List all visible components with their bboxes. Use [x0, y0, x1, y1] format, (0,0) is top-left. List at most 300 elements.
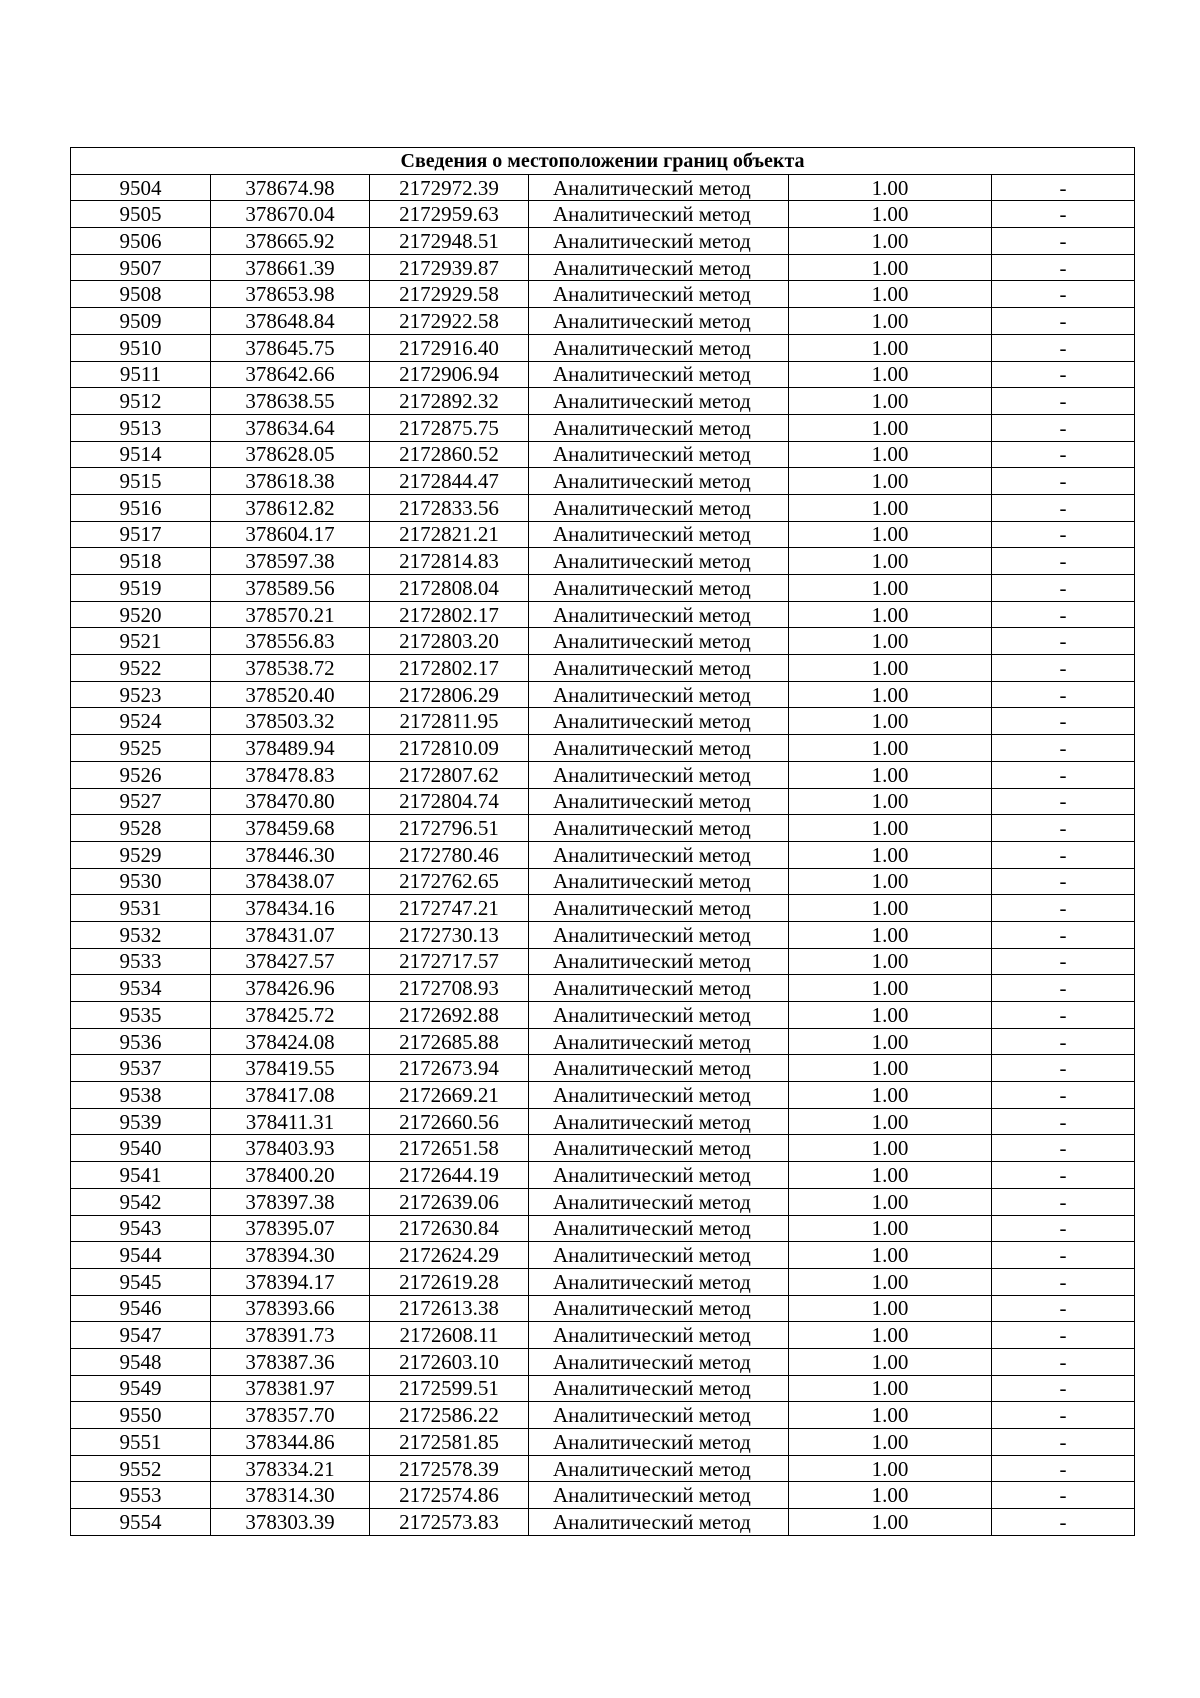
x-coordinate-cell: 378397.38	[211, 1188, 370, 1215]
accuracy-cell: 1.00	[789, 1162, 992, 1189]
note-cell: -	[992, 1455, 1135, 1482]
table-row	[71, 441, 1135, 468]
y-coordinate-cell: 2172959.63	[370, 201, 529, 228]
note-cell: -	[992, 681, 1135, 708]
table-row	[71, 1482, 1135, 1509]
table-row	[71, 815, 1135, 842]
note-cell: -	[992, 921, 1135, 948]
note-cell: -	[992, 628, 1135, 655]
table-title-row	[71, 148, 1135, 175]
method-cell: Аналитический метод	[529, 281, 789, 308]
note-cell: -	[992, 1295, 1135, 1322]
method-cell: Аналитический метод	[529, 841, 789, 868]
y-coordinate-cell: 2172574.86	[370, 1482, 529, 1509]
y-coordinate-cell: 2172844.47	[370, 468, 529, 495]
point-number-cell: 9541	[71, 1162, 211, 1189]
x-coordinate-cell: 378665.92	[211, 228, 370, 255]
note-cell: -	[992, 1242, 1135, 1269]
method-cell: Аналитический метод	[529, 1268, 789, 1295]
note-cell: -	[992, 1082, 1135, 1109]
point-number-cell: 9548	[71, 1348, 211, 1375]
x-coordinate-cell: 378645.75	[211, 334, 370, 361]
method-cell: Аналитический метод	[529, 628, 789, 655]
point-number-cell: 9547	[71, 1322, 211, 1349]
y-coordinate-cell: 2172624.29	[370, 1242, 529, 1269]
accuracy-cell: 1.00	[789, 414, 992, 441]
point-number-cell: 9518	[71, 548, 211, 575]
x-coordinate-cell: 378344.86	[211, 1429, 370, 1456]
y-coordinate-cell: 2172802.17	[370, 655, 529, 682]
note-cell: -	[992, 494, 1135, 521]
accuracy-cell: 1.00	[789, 815, 992, 842]
point-number-cell: 9509	[71, 308, 211, 335]
table-row	[71, 788, 1135, 815]
method-cell: Аналитический метод	[529, 174, 789, 201]
point-number-cell: 9539	[71, 1108, 211, 1135]
method-cell: Аналитический метод	[529, 788, 789, 815]
note-cell: -	[992, 1135, 1135, 1162]
point-number-cell: 9507	[71, 254, 211, 281]
y-coordinate-cell: 2172581.85	[370, 1429, 529, 1456]
method-cell: Аналитический метод	[529, 1509, 789, 1536]
table-row	[71, 494, 1135, 521]
x-coordinate-cell: 378674.98	[211, 174, 370, 201]
x-coordinate-cell: 378642.66	[211, 361, 370, 388]
method-cell: Аналитический метод	[529, 761, 789, 788]
accuracy-cell: 1.00	[789, 388, 992, 415]
accuracy-cell: 1.00	[789, 841, 992, 868]
point-number-cell: 9530	[71, 868, 211, 895]
table-row	[71, 1268, 1135, 1295]
y-coordinate-cell: 2172939.87	[370, 254, 529, 281]
method-cell: Аналитический метод	[529, 1429, 789, 1456]
table-row	[71, 414, 1135, 441]
note-cell: -	[992, 1402, 1135, 1429]
y-coordinate-cell: 2172972.39	[370, 174, 529, 201]
table-row	[71, 228, 1135, 255]
table-row	[71, 174, 1135, 201]
point-number-cell: 9538	[71, 1082, 211, 1109]
accuracy-cell: 1.00	[789, 1482, 992, 1509]
accuracy-cell: 1.00	[789, 1188, 992, 1215]
note-cell: -	[992, 895, 1135, 922]
method-cell: Аналитический метод	[529, 655, 789, 682]
method-cell: Аналитический метод	[529, 254, 789, 281]
x-coordinate-cell: 378661.39	[211, 254, 370, 281]
table-row	[71, 1242, 1135, 1269]
y-coordinate-cell: 2172808.04	[370, 575, 529, 602]
point-number-cell: 9526	[71, 761, 211, 788]
accuracy-cell: 1.00	[789, 308, 992, 335]
note-cell: -	[992, 1348, 1135, 1375]
x-coordinate-cell: 378570.21	[211, 601, 370, 628]
x-coordinate-cell: 378424.08	[211, 1028, 370, 1055]
table-row	[71, 1028, 1135, 1055]
x-coordinate-cell: 378470.80	[211, 788, 370, 815]
x-coordinate-cell: 378417.08	[211, 1082, 370, 1109]
note-cell: -	[992, 815, 1135, 842]
note-cell: -	[992, 975, 1135, 1002]
method-cell: Аналитический метод	[529, 708, 789, 735]
point-number-cell: 9553	[71, 1482, 211, 1509]
x-coordinate-cell: 378393.66	[211, 1295, 370, 1322]
table-row	[71, 1402, 1135, 1429]
method-cell: Аналитический метод	[529, 201, 789, 228]
note-cell: -	[992, 1429, 1135, 1456]
method-cell: Аналитический метод	[529, 868, 789, 895]
x-coordinate-cell: 378394.17	[211, 1268, 370, 1295]
method-cell: Аналитический метод	[529, 681, 789, 708]
accuracy-cell: 1.00	[789, 735, 992, 762]
note-cell: -	[992, 308, 1135, 335]
y-coordinate-cell: 2172630.84	[370, 1215, 529, 1242]
accuracy-cell: 1.00	[789, 361, 992, 388]
accuracy-cell: 1.00	[789, 601, 992, 628]
point-number-cell: 9513	[71, 414, 211, 441]
table-row	[71, 1108, 1135, 1135]
accuracy-cell: 1.00	[789, 895, 992, 922]
table-row	[71, 254, 1135, 281]
table-row	[71, 655, 1135, 682]
x-coordinate-cell: 378478.83	[211, 761, 370, 788]
boundary-coordinates-table	[70, 147, 1135, 1536]
x-coordinate-cell: 378394.30	[211, 1242, 370, 1269]
method-cell: Аналитический метод	[529, 361, 789, 388]
point-number-cell: 9540	[71, 1135, 211, 1162]
accuracy-cell: 1.00	[789, 1455, 992, 1482]
table-row	[71, 1082, 1135, 1109]
table-row	[71, 334, 1135, 361]
point-number-cell: 9545	[71, 1268, 211, 1295]
table-row	[71, 1322, 1135, 1349]
accuracy-cell: 1.00	[789, 254, 992, 281]
note-cell: -	[992, 761, 1135, 788]
y-coordinate-cell: 2172578.39	[370, 1455, 529, 1482]
y-coordinate-cell: 2172948.51	[370, 228, 529, 255]
method-cell: Аналитический метод	[529, 334, 789, 361]
y-coordinate-cell: 2172619.28	[370, 1268, 529, 1295]
y-coordinate-cell: 2172916.40	[370, 334, 529, 361]
point-number-cell: 9537	[71, 1055, 211, 1082]
method-cell: Аналитический метод	[529, 1375, 789, 1402]
table-row	[71, 628, 1135, 655]
point-number-cell: 9536	[71, 1028, 211, 1055]
y-coordinate-cell: 2172929.58	[370, 281, 529, 308]
note-cell: -	[992, 1268, 1135, 1295]
method-cell: Аналитический метод	[529, 308, 789, 335]
accuracy-cell: 1.00	[789, 441, 992, 468]
method-cell: Аналитический метод	[529, 895, 789, 922]
method-cell: Аналитический метод	[529, 494, 789, 521]
note-cell: -	[992, 655, 1135, 682]
note-cell: -	[992, 1002, 1135, 1029]
x-coordinate-cell: 378503.32	[211, 708, 370, 735]
note-cell: -	[992, 1482, 1135, 1509]
accuracy-cell: 1.00	[789, 1402, 992, 1429]
table-row	[71, 1002, 1135, 1029]
y-coordinate-cell: 2172892.32	[370, 388, 529, 415]
y-coordinate-cell: 2172669.21	[370, 1082, 529, 1109]
accuracy-cell: 1.00	[789, 575, 992, 602]
note-cell: -	[992, 735, 1135, 762]
y-coordinate-cell: 2172811.95	[370, 708, 529, 735]
point-number-cell: 9533	[71, 948, 211, 975]
note-cell: -	[992, 868, 1135, 895]
table-title: Сведения о местоположении границ объекта	[71, 148, 1135, 175]
note-cell: -	[992, 1055, 1135, 1082]
accuracy-cell: 1.00	[789, 1055, 992, 1082]
note-cell: -	[992, 788, 1135, 815]
accuracy-cell: 1.00	[789, 1429, 992, 1456]
x-coordinate-cell: 378489.94	[211, 735, 370, 762]
accuracy-cell: 1.00	[789, 494, 992, 521]
method-cell: Аналитический метод	[529, 1482, 789, 1509]
x-coordinate-cell: 378438.07	[211, 868, 370, 895]
point-number-cell: 9519	[71, 575, 211, 602]
note-cell: -	[992, 201, 1135, 228]
accuracy-cell: 1.00	[789, 868, 992, 895]
note-cell: -	[992, 1028, 1135, 1055]
method-cell: Аналитический метод	[529, 948, 789, 975]
table-row	[71, 575, 1135, 602]
table-row	[71, 601, 1135, 628]
accuracy-cell: 1.00	[789, 1082, 992, 1109]
accuracy-cell: 1.00	[789, 548, 992, 575]
x-coordinate-cell: 378334.21	[211, 1455, 370, 1482]
method-cell: Аналитический метод	[529, 468, 789, 495]
accuracy-cell: 1.00	[789, 1509, 992, 1536]
table-row	[71, 468, 1135, 495]
method-cell: Аналитический метод	[529, 735, 789, 762]
y-coordinate-cell: 2172803.20	[370, 628, 529, 655]
accuracy-cell: 1.00	[789, 1215, 992, 1242]
note-cell: -	[992, 601, 1135, 628]
x-coordinate-cell: 378427.57	[211, 948, 370, 975]
accuracy-cell: 1.00	[789, 228, 992, 255]
x-coordinate-cell: 378670.04	[211, 201, 370, 228]
point-number-cell: 9552	[71, 1455, 211, 1482]
x-coordinate-cell: 378387.36	[211, 1348, 370, 1375]
table-row	[71, 1455, 1135, 1482]
x-coordinate-cell: 378400.20	[211, 1162, 370, 1189]
y-coordinate-cell: 2172860.52	[370, 441, 529, 468]
accuracy-cell: 1.00	[789, 521, 992, 548]
table-row	[71, 1348, 1135, 1375]
y-coordinate-cell: 2172833.56	[370, 494, 529, 521]
x-coordinate-cell: 378597.38	[211, 548, 370, 575]
method-cell: Аналитический метод	[529, 1028, 789, 1055]
method-cell: Аналитический метод	[529, 521, 789, 548]
table-row	[71, 975, 1135, 1002]
point-number-cell: 9511	[71, 361, 211, 388]
table-row	[71, 1162, 1135, 1189]
method-cell: Аналитический метод	[529, 601, 789, 628]
y-coordinate-cell: 2172660.56	[370, 1108, 529, 1135]
accuracy-cell: 1.00	[789, 1375, 992, 1402]
table-row	[71, 521, 1135, 548]
note-cell: -	[992, 468, 1135, 495]
x-coordinate-cell: 378618.38	[211, 468, 370, 495]
accuracy-cell: 1.00	[789, 975, 992, 1002]
accuracy-cell: 1.00	[789, 281, 992, 308]
method-cell: Аналитический метод	[529, 1082, 789, 1109]
method-cell: Аналитический метод	[529, 1322, 789, 1349]
point-number-cell: 9551	[71, 1429, 211, 1456]
note-cell: -	[992, 1215, 1135, 1242]
note-cell: -	[992, 521, 1135, 548]
y-coordinate-cell: 2172821.21	[370, 521, 529, 548]
note-cell: -	[992, 254, 1135, 281]
table-row	[71, 281, 1135, 308]
table-row	[71, 201, 1135, 228]
accuracy-cell: 1.00	[789, 681, 992, 708]
method-cell: Аналитический метод	[529, 228, 789, 255]
table-row	[71, 1188, 1135, 1215]
note-cell: -	[992, 841, 1135, 868]
note-cell: -	[992, 174, 1135, 201]
x-coordinate-cell: 378426.96	[211, 975, 370, 1002]
accuracy-cell: 1.00	[789, 468, 992, 495]
point-number-cell: 9516	[71, 494, 211, 521]
y-coordinate-cell: 2172804.74	[370, 788, 529, 815]
method-cell: Аналитический метод	[529, 921, 789, 948]
accuracy-cell: 1.00	[789, 1108, 992, 1135]
method-cell: Аналитический метод	[529, 414, 789, 441]
x-coordinate-cell: 378538.72	[211, 655, 370, 682]
x-coordinate-cell: 378419.55	[211, 1055, 370, 1082]
point-number-cell: 9543	[71, 1215, 211, 1242]
accuracy-cell: 1.00	[789, 1028, 992, 1055]
y-coordinate-cell: 2172613.38	[370, 1295, 529, 1322]
x-coordinate-cell: 378431.07	[211, 921, 370, 948]
method-cell: Аналитический метод	[529, 1135, 789, 1162]
table-row	[71, 761, 1135, 788]
note-cell: -	[992, 1375, 1135, 1402]
y-coordinate-cell: 2172644.19	[370, 1162, 529, 1189]
note-cell: -	[992, 441, 1135, 468]
y-coordinate-cell: 2172708.93	[370, 975, 529, 1002]
point-number-cell: 9521	[71, 628, 211, 655]
x-coordinate-cell: 378314.30	[211, 1482, 370, 1509]
y-coordinate-cell: 2172922.58	[370, 308, 529, 335]
point-number-cell: 9508	[71, 281, 211, 308]
x-coordinate-cell: 378589.56	[211, 575, 370, 602]
y-coordinate-cell: 2172875.75	[370, 414, 529, 441]
note-cell: -	[992, 575, 1135, 602]
x-coordinate-cell: 378638.55	[211, 388, 370, 415]
x-coordinate-cell: 378411.31	[211, 1108, 370, 1135]
y-coordinate-cell: 2172692.88	[370, 1002, 529, 1029]
method-cell: Аналитический метод	[529, 1188, 789, 1215]
point-number-cell: 9544	[71, 1242, 211, 1269]
y-coordinate-cell: 2172673.94	[370, 1055, 529, 1082]
y-coordinate-cell: 2172814.83	[370, 548, 529, 575]
x-coordinate-cell: 378391.73	[211, 1322, 370, 1349]
point-number-cell: 9525	[71, 735, 211, 762]
point-number-cell: 9542	[71, 1188, 211, 1215]
y-coordinate-cell: 2172685.88	[370, 1028, 529, 1055]
note-cell: -	[992, 1509, 1135, 1536]
table-row	[71, 1135, 1135, 1162]
note-cell: -	[992, 281, 1135, 308]
table-body	[71, 174, 1135, 1535]
note-cell: -	[992, 1322, 1135, 1349]
y-coordinate-cell: 2172599.51	[370, 1375, 529, 1402]
point-number-cell: 9528	[71, 815, 211, 842]
method-cell: Аналитический метод	[529, 388, 789, 415]
table-row	[71, 1509, 1135, 1536]
y-coordinate-cell: 2172780.46	[370, 841, 529, 868]
y-coordinate-cell: 2172762.65	[370, 868, 529, 895]
note-cell: -	[992, 1188, 1135, 1215]
accuracy-cell: 1.00	[789, 1268, 992, 1295]
y-coordinate-cell: 2172807.62	[370, 761, 529, 788]
table-row	[71, 841, 1135, 868]
point-number-cell: 9504	[71, 174, 211, 201]
x-coordinate-cell: 378628.05	[211, 441, 370, 468]
x-coordinate-cell: 378634.64	[211, 414, 370, 441]
method-cell: Аналитический метод	[529, 1002, 789, 1029]
accuracy-cell: 1.00	[789, 788, 992, 815]
x-coordinate-cell: 378459.68	[211, 815, 370, 842]
method-cell: Аналитический метод	[529, 815, 789, 842]
accuracy-cell: 1.00	[789, 1322, 992, 1349]
note-cell: -	[992, 334, 1135, 361]
x-coordinate-cell: 378357.70	[211, 1402, 370, 1429]
note-cell: -	[992, 414, 1135, 441]
point-number-cell: 9517	[71, 521, 211, 548]
table-row	[71, 1295, 1135, 1322]
note-cell: -	[992, 948, 1135, 975]
table-row	[71, 1429, 1135, 1456]
point-number-cell: 9554	[71, 1509, 211, 1536]
x-coordinate-cell: 378648.84	[211, 308, 370, 335]
method-cell: Аналитический метод	[529, 1402, 789, 1429]
x-coordinate-cell: 378612.82	[211, 494, 370, 521]
note-cell: -	[992, 361, 1135, 388]
point-number-cell: 9546	[71, 1295, 211, 1322]
accuracy-cell: 1.00	[789, 655, 992, 682]
y-coordinate-cell: 2172906.94	[370, 361, 529, 388]
table-row	[71, 868, 1135, 895]
note-cell: -	[992, 388, 1135, 415]
table-row	[71, 1375, 1135, 1402]
method-cell: Аналитический метод	[529, 575, 789, 602]
point-number-cell: 9520	[71, 601, 211, 628]
accuracy-cell: 1.00	[789, 1135, 992, 1162]
note-cell: -	[992, 548, 1135, 575]
method-cell: Аналитический метод	[529, 1242, 789, 1269]
y-coordinate-cell: 2172573.83	[370, 1509, 529, 1536]
y-coordinate-cell: 2172810.09	[370, 735, 529, 762]
accuracy-cell: 1.00	[789, 1295, 992, 1322]
x-coordinate-cell: 378520.40	[211, 681, 370, 708]
accuracy-cell: 1.00	[789, 1348, 992, 1375]
method-cell: Аналитический метод	[529, 1108, 789, 1135]
method-cell: Аналитический метод	[529, 1055, 789, 1082]
method-cell: Аналитический метод	[529, 548, 789, 575]
point-number-cell: 9527	[71, 788, 211, 815]
accuracy-cell: 1.00	[789, 1242, 992, 1269]
note-cell: -	[992, 1108, 1135, 1135]
y-coordinate-cell: 2172802.17	[370, 601, 529, 628]
point-number-cell: 9549	[71, 1375, 211, 1402]
note-cell: -	[992, 708, 1135, 735]
method-cell: Аналитический метод	[529, 1295, 789, 1322]
accuracy-cell: 1.00	[789, 921, 992, 948]
point-number-cell: 9534	[71, 975, 211, 1002]
point-number-cell: 9510	[71, 334, 211, 361]
